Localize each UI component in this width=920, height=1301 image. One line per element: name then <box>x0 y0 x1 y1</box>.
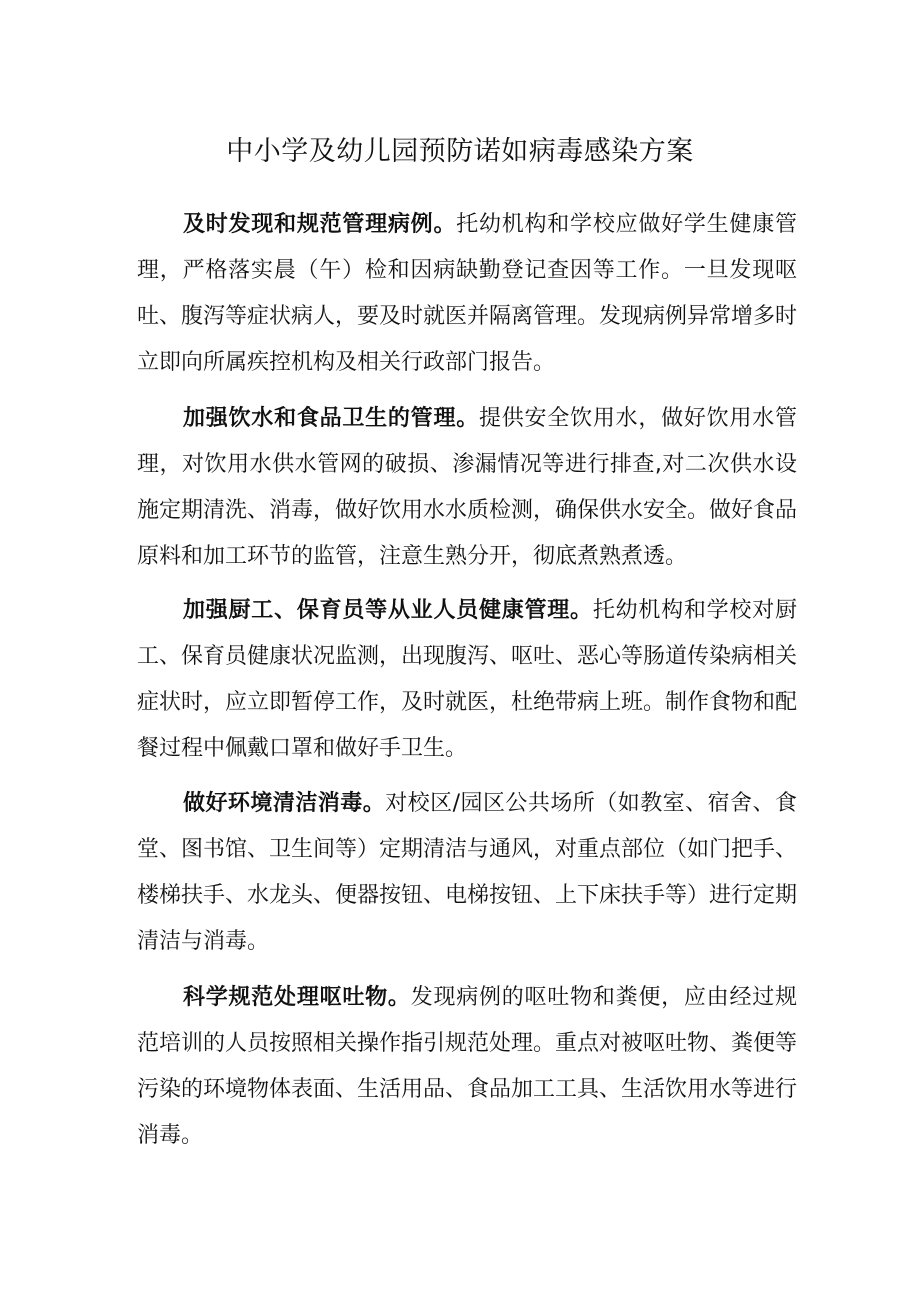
section-body: 发现病例的呕吐物和粪便，应由经过规范培训的人员按照相关操作指引规范处理。重点对被呕吐物、粪便等污染的环境物体表面、生活用品、食品加工工具、生活饮用水等进行消毒。 <box>137 985 798 1148</box>
section-heading: 及时发现和规范管理病例。 <box>183 212 457 237</box>
section-body: 提供安全饮用水，做好饮用水管理，对饮用水供水管网的破损、渗漏情况等进行排查,对二次供水设施定期清洗、消毒，做好饮用水水质检测，确保供水安全。做好食品原料和加工环节的监管，注意生熟分开，彻底煮熟煮透。 <box>137 406 798 569</box>
section-body: 托幼机构和学校应做好学生健康管理，严格落实晨（午）检和因病缺勤登记查因等工作。一旦发现呕吐、腹泻等症状病人，要及时就医并隔离管理。发现病例异常增多时立即向所属疾控机构及相关行政部门报告。 <box>137 212 798 375</box>
section-case-management <box>137 202 797 386</box>
section-vomit-handling <box>137 975 797 1159</box>
section-body: 对校区/园区公共场所（如教室、宿舍、食堂、图书馆、卫生间等）定期清洁与通风，对重点部位（如门把手、楼梯扶手、水龙头、便器按钮、电梯按钮、上下床扶手等）进行定期清洁与消毒。 <box>137 791 798 954</box>
section-heading: 做好环境清洁消毒。 <box>183 791 386 816</box>
section-heading: 科学规范处理呕吐物。 <box>183 985 411 1010</box>
section-heading: 加强厨工、保育员等从业人员健康管理。 <box>183 598 593 623</box>
section-water-food-hygiene <box>137 396 797 580</box>
document-title: 中小学及幼儿园预防诺如病毒感染方案 <box>226 136 694 167</box>
section-staff-health <box>137 588 797 772</box>
section-heading: 加强饮水和食品卫生的管理。 <box>183 406 479 431</box>
section-body: 托幼机构和学校对厨工、保育员健康状况监测，出现腹泻、呕吐、恶心等肠道传染病相关症状时，应立即暂停工作，及时就医，杜绝带病上班。制作食物和配餐过程中佩戴口罩和做好手卫生。 <box>137 598 798 761</box>
section-environment-cleaning <box>137 781 797 965</box>
